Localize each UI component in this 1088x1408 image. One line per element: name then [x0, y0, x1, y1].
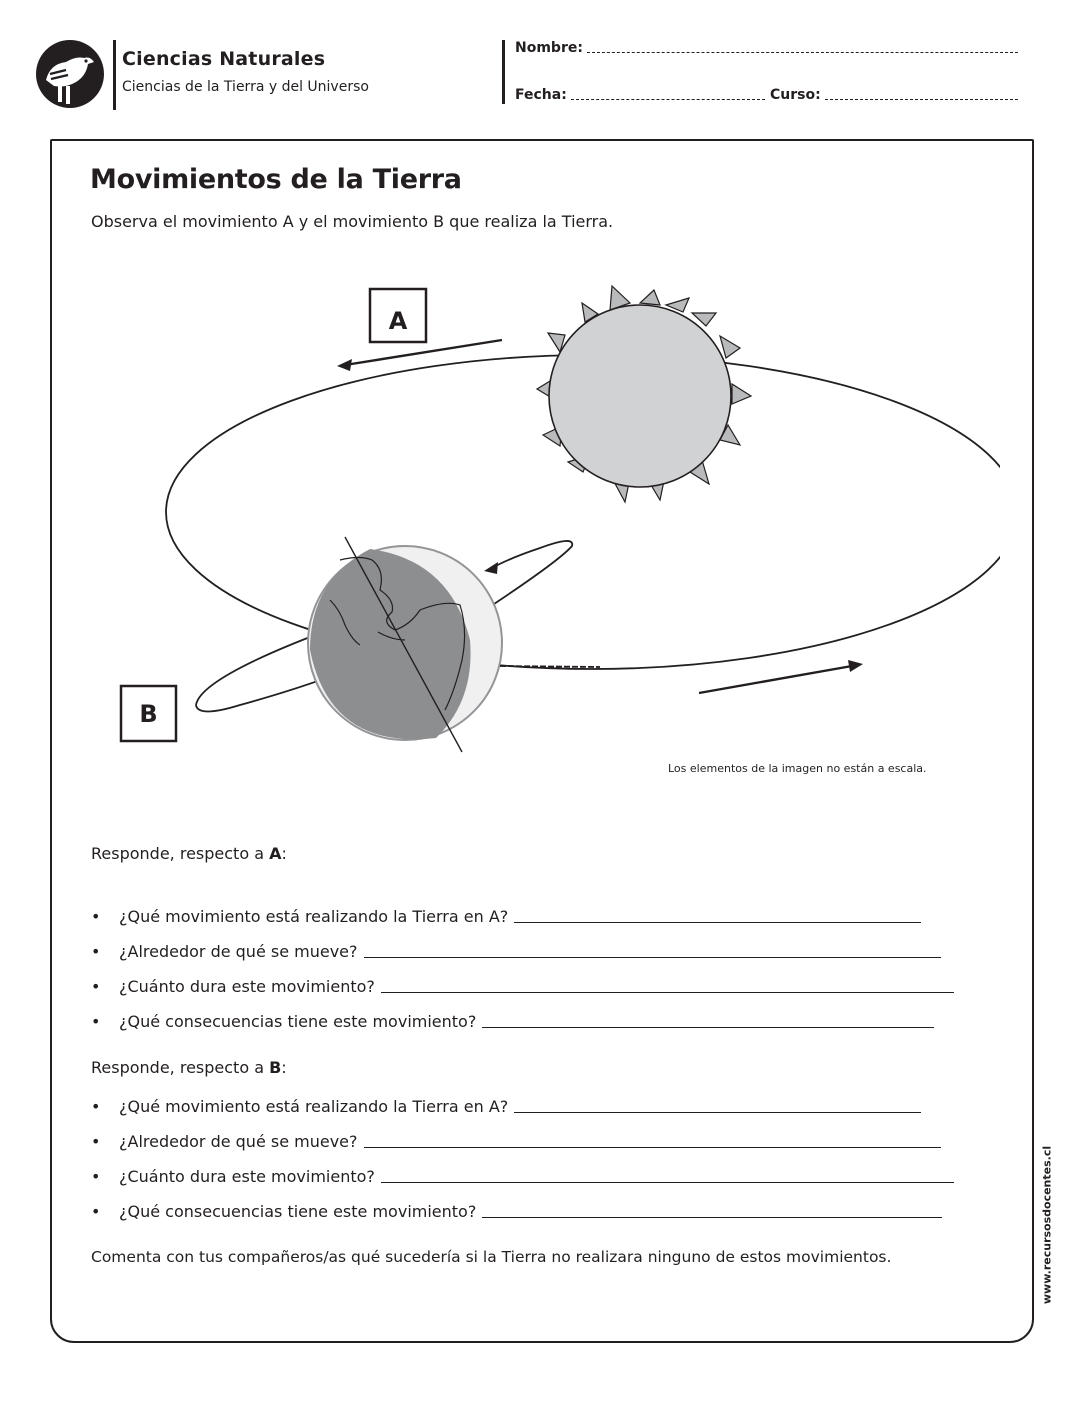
- curso-input-line[interactable]: [825, 89, 1018, 100]
- nombre-input-line[interactable]: [587, 42, 1018, 53]
- question-text: ¿Alrededor de qué se mueve?: [119, 942, 358, 961]
- brand-subtitle: Ciencias de la Tierra y del Universo: [122, 79, 369, 95]
- question-a-4: [91, 1009, 991, 1031]
- bullet: •: [91, 1132, 101, 1151]
- arrow-orbit-right-icon: [699, 660, 863, 693]
- fecha-input-line[interactable]: [571, 89, 765, 100]
- nombre-label: Nombre:: [515, 40, 583, 56]
- question-text: ¿Qué movimiento está realizando la Tierra en A?: [119, 1097, 509, 1116]
- bullet: •: [91, 1097, 101, 1116]
- question-a-3: [91, 974, 991, 996]
- answer-line[interactable]: [514, 908, 921, 923]
- scale-note: Los elementos de la imagen no están a escala.: [668, 762, 927, 775]
- answer-line[interactable]: [381, 1168, 954, 1183]
- bullet: •: [91, 977, 101, 996]
- question-text: ¿Qué consecuencias tiene este movimiento?: [119, 1012, 477, 1031]
- question-b-1: [91, 1094, 991, 1116]
- answer-line[interactable]: [482, 1013, 934, 1028]
- section-b-heading: Responde, respecto a B:: [91, 1058, 287, 1077]
- section-a-heading: Responde, respecto a A:: [91, 844, 287, 863]
- question-text: ¿Cuánto dura este movimiento?: [119, 977, 375, 996]
- question-a-1: [91, 904, 991, 926]
- fecha-field[interactable]: [515, 87, 765, 103]
- header-divider: [113, 40, 116, 110]
- bird-logo-icon: [36, 40, 104, 108]
- watermark: www.recursosdocentes.cl: [1040, 1145, 1054, 1305]
- label-b: B: [139, 699, 158, 728]
- label-a: A: [388, 306, 408, 335]
- bullet: •: [91, 1012, 101, 1031]
- fecha-label: Fecha:: [515, 87, 567, 103]
- fields-divider: [502, 40, 505, 104]
- earth-movements-diagram: [100, 270, 1000, 770]
- question-text: ¿Qué movimiento está realizando la Tierra en A?: [119, 907, 509, 926]
- answer-line[interactable]: [364, 1133, 941, 1148]
- answer-line[interactable]: [514, 1098, 921, 1113]
- curso-label: Curso:: [770, 87, 821, 103]
- question-text: ¿Qué consecuencias tiene este movimiento?: [119, 1202, 477, 1221]
- question-b-4: [91, 1199, 991, 1221]
- bullet: •: [91, 907, 101, 926]
- question-b-3: [91, 1164, 991, 1186]
- page-title: Movimientos de la Tierra: [90, 164, 462, 195]
- bullet: •: [91, 1202, 101, 1221]
- question-text: ¿Cuánto dura este movimiento?: [119, 1167, 375, 1186]
- bullet: •: [91, 1167, 101, 1186]
- question-text: ¿Alrededor de qué se mueve?: [119, 1132, 358, 1151]
- answer-line[interactable]: [364, 943, 941, 958]
- question-a-2: [91, 939, 991, 961]
- question-b-2: [91, 1129, 991, 1151]
- intro-text: Observa el movimiento A y el movimiento B que realiza la Tierra.: [91, 212, 614, 231]
- closing-prompt: Comenta con tus compañeros/as qué sucedería si la Tierra no realizara ninguno de estos movimientos.: [91, 1248, 892, 1266]
- answer-line[interactable]: [482, 1203, 942, 1218]
- bullet: •: [91, 942, 101, 961]
- answer-line[interactable]: [381, 978, 954, 993]
- brand-title: Ciencias Naturales: [122, 48, 326, 70]
- sun-icon: [537, 286, 751, 502]
- curso-field[interactable]: [770, 87, 1018, 103]
- earth-icon: [308, 537, 502, 752]
- nombre-field[interactable]: [515, 40, 1018, 56]
